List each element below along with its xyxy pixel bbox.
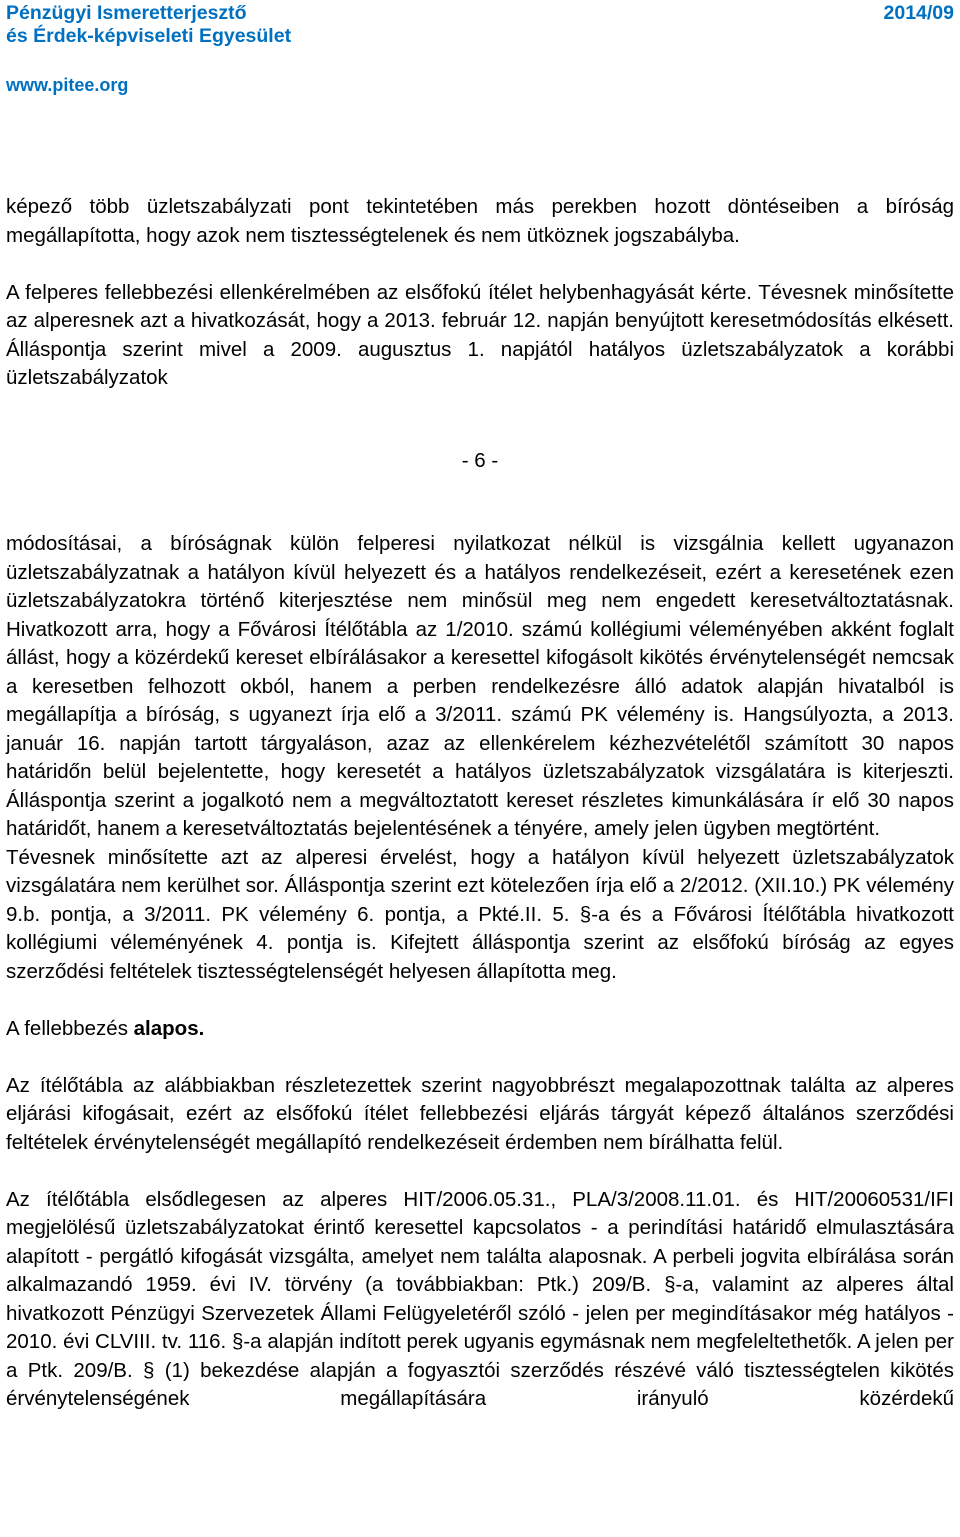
body-text-bottom xyxy=(6,530,954,1414)
page-number: - 6 - xyxy=(461,449,499,472)
paragraph-verdict xyxy=(6,1015,954,1044)
organization-name-line-2: és Érdek-képviseleti Egyesület xyxy=(6,25,292,47)
paragraph: képező több üzletszabályzati pont tekintetében más perekben hozott döntéseiben a bíróság megállapította, hogy azok nem tisztességtelenek és nem ütköznek jogszabályba. xyxy=(6,195,954,247)
paragraph: Tévesnek minősítette azt az alperesi érvelést, hogy a hatályon kívül helyezett üzletszabályzatok vizsgálatára nem kerülhet sor. Álláspontja szerint ezt kötelezően írja elő a 2/2012. (XII.10.) PK vélemény 9.b. pontja, a 3/2011. PK vélemény 6. pontja, a Pkté.II. 5. §-a és a Fővárosi Ítélőtábla hivatkozott kollégiumi véleményének 4. pontja is. Kifejtett álláspontja szerint az elsőfokú bíróság az egyes szerződési feltételek tisztességtelenségét helyesen állapította meg. xyxy=(6,845,954,983)
organization-name-line-1: Pénzügyi Ismeretterjesztő xyxy=(6,2,247,24)
page-header xyxy=(6,0,954,100)
paragraph: Az ítélőtábla az alábbiakban részletezettek szerint nagyobbrészt megalapozottnak találta az alperes eljárási kifogásait, ezért az elsőfokú ítélet fellebbezési eljárás tárgyát képező általános szerződési feltételek érvénytelenségét megállapító rendelkezéseit érdemben nem bírálhatta felül. xyxy=(6,1073,954,1154)
paragraph: módosításai, a bíróságnak külön felperesi nyilatkozat nélkül is vizsgálnia kellett ugyanazon üzletszabályzatnak a hatályon kívül helyezett és a hatályos rendelkezéseit, ezért a keresetének ezen üzletszabályzatokra történő kiterjesztése nem minősül meg nem engedett keresetváltoztatásnak. Hivatkozott arra, hogy a Fővárosi Ítélőtábla az 1/2010. számú kollégiumi véleményében akként foglalt állást, hogy a közérdekű kereset elbírálásakor a keresettel kifogásolt kikötés érvénytelenségét nemcsak a keresetben felhozott okból, hanem a perben rendelkezésre álló adatok alapján hivatalból is megállapítja a bíróság, s ugyanezt írja elő a 3/2011. számú PK vélemény is. Hangsúlyozta, a 2013. január 16. napján tartott tárgyaláson, azaz az ellenkérelem kézhezvételétől számított 30 napos határidőn belül bejelentette, hogy keresetét a hatályos üzletszabályzatok vizsgálatára is kiterjeszti. Álláspontja szerint a jogalkotó nem a megváltoztatott kereset részletes kimunkálására ír elő 30 napos határidőt, hanem a keresetváltoztatás bejelentésének a tényére, amely jelen ügyben megtörtént. xyxy=(6,532,954,840)
paragraph: Az ítélőtábla elsődlegesen az alperes HIT/2006.05.31., PLA/3/2008.11.01. és HIT/20060531/IFI megjelölésű üzletszabályzatokat érintő keresettel kapcsolatos - a perindítási határidő elmulasztására alapított - pergátló kifogását vizsgálta, amelyet nem találta alaposnak. A perbeli jogvita elbírálása során alkalmazandó 1959. évi IV. törvény (a továbbiakban: Ptk.) 209/B. §-a, valamint az alperes által hivatkozott Pénzügyi Szervezetek Állami Felügyeletéről szóló - jelen per megindításakor még hatályos - 2010. évi CLVIII. tv. 116. §-a alapján indított perek ugyanis egymásnak nem megfeleltethetők. A jelen per a Ptk. 209/B. § (1) bekezdése alapján a fogyasztói szerződés részévé váló tisztességtelen kikötés érvénytelenségének megállapítására irányuló közérdekű xyxy=(6,1187,954,1410)
paragraph: A felperes fellebbezési ellenkérelmében az elsőfokú ítélet helybenhagyását kérte. Tévesnek minősítette az alperesnek azt a hivatkozását, hogy a 2013. február 12. napján benyújtott keresetmódosítás elkésett. Álláspontja szerint mivel a 2009. augusztus 1. napjától hatályos üzletszabályzatok a korábbi üzletszabályzatok xyxy=(6,280,954,389)
body-text-top xyxy=(6,193,954,393)
website-link[interactable]: www.pitee.org xyxy=(6,75,129,95)
issue-number: 2014/09 xyxy=(883,2,954,24)
verdict-prefix: A fellebbezés xyxy=(6,1016,134,1040)
verdict-emphasis: alapos. xyxy=(133,1016,205,1040)
